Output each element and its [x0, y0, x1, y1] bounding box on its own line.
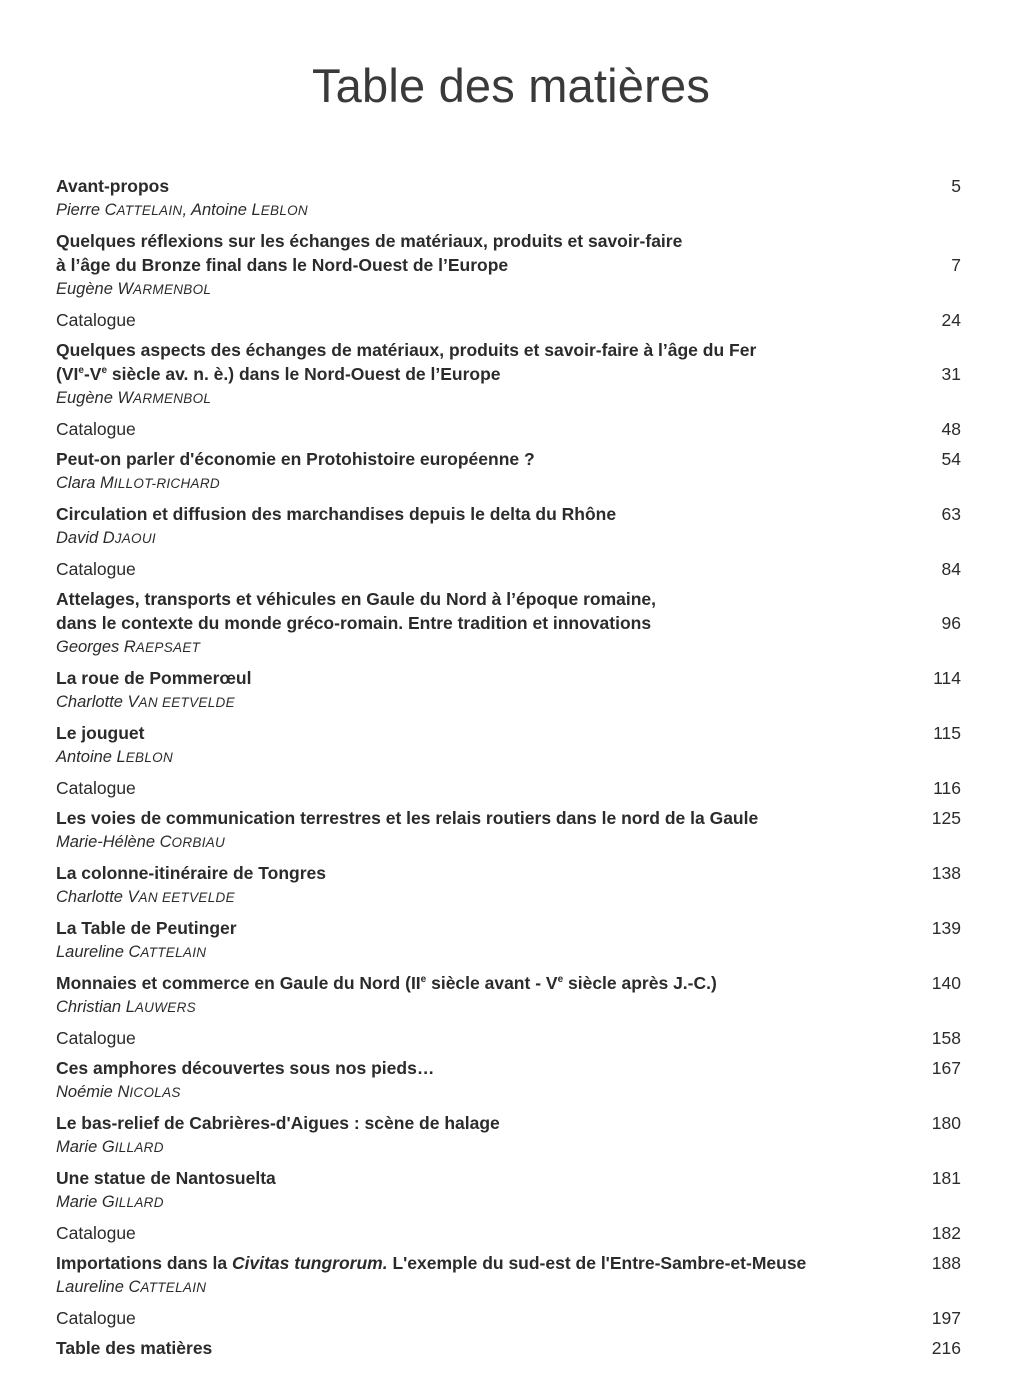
- toc-entry-author: Marie GILLARD: [56, 1138, 164, 1156]
- toc-entry-page: 180: [931, 1113, 961, 1133]
- toc-entry-author: Clara MILLOT-RICHARD: [56, 474, 220, 492]
- toc-entry-author: Antoine LEBLON: [56, 748, 174, 766]
- toc-entry-title: Catalogue: [56, 1028, 136, 1048]
- toc-entry-author: Eugène WARMENBOL: [56, 389, 212, 407]
- toc-entry-title-line-1: Quelques réflexions sur les échanges de matériaux, produits et savoir-faire: [56, 231, 683, 251]
- toc-entry-text: [56, 1056, 911, 1105]
- toc-entry-text: [56, 1306, 911, 1330]
- toc-entry-page: 24: [941, 310, 961, 330]
- toc-entry-text: [56, 1026, 911, 1050]
- toc-entry[interactable]: [56, 1306, 961, 1330]
- toc-entry-page: 115: [933, 723, 961, 743]
- toc-entry-title: Les voies de communication terrestres et les relais routiers dans le nord de la Gaule: [56, 808, 759, 828]
- table-of-contents: [56, 174, 961, 1366]
- toc-entry-page: 96: [941, 613, 961, 633]
- toc-entry-title: Importations dans la Civitas tungrorum. L'exemple du sud-est de l'Entre-Sambre-et-Meuse: [56, 1253, 807, 1273]
- toc-entry-text: [56, 806, 911, 855]
- toc-entry-text: [56, 229, 911, 302]
- toc-entry-text: [56, 447, 911, 496]
- toc-entry[interactable]: [56, 1336, 961, 1360]
- toc-entry-title-line-2: (VIe-Ve siècle av. n. è.) dans le Nord-Ouest de l’Europe: [56, 364, 501, 384]
- toc-entry-author: David DJAOUI: [56, 529, 156, 547]
- toc-entry-page: 114: [933, 668, 961, 688]
- toc-entry[interactable]: [56, 861, 961, 910]
- toc-entry-page: 54: [941, 449, 961, 469]
- toc-entry-title: Catalogue: [56, 1223, 136, 1243]
- toc-entry[interactable]: [56, 502, 961, 551]
- toc-entry-title: Catalogue: [56, 1308, 136, 1328]
- toc-entry-author: Christian LAUWERS: [56, 998, 196, 1016]
- toc-entry-page: 63: [941, 504, 961, 524]
- toc-entry[interactable]: [56, 916, 961, 965]
- toc-entry-title-line-2: dans le contexte du monde gréco-romain. Entre tradition et innovations: [56, 613, 652, 633]
- toc-entry-title: Avant-propos: [56, 176, 170, 196]
- toc-entry[interactable]: [56, 1026, 961, 1050]
- toc-entry-author: Marie-Hélène CORBIAU: [56, 833, 226, 851]
- toc-entry-title: Catalogue: [56, 559, 136, 579]
- toc-entry[interactable]: [56, 587, 961, 660]
- page-title: Table des matières: [311, 59, 711, 112]
- toc-entry-title: La roue de Pommerœul: [56, 668, 252, 688]
- toc-entry-text: [56, 1251, 911, 1300]
- toc-entry[interactable]: [56, 174, 961, 223]
- toc-entry[interactable]: [56, 1221, 961, 1245]
- toc-entry-title: Catalogue: [56, 778, 136, 798]
- toc-entry-page: 139: [931, 918, 961, 938]
- toc-entry-page: 197: [931, 1308, 961, 1328]
- toc-entry-page: 181: [931, 1168, 961, 1188]
- toc-entry-text: [56, 916, 911, 965]
- toc-entry[interactable]: [56, 1251, 961, 1300]
- toc-entry[interactable]: [56, 1111, 961, 1160]
- toc-entry-page: 48: [941, 419, 961, 439]
- toc-entry-text: [56, 1166, 911, 1215]
- toc-entry-text: [56, 1111, 911, 1160]
- toc-entry-title: Ces amphores découvertes sous nos pieds…: [56, 1058, 435, 1078]
- toc-entry-page: 125: [931, 808, 961, 828]
- toc-entry-page: 116: [933, 778, 961, 798]
- toc-entry-text: [56, 971, 911, 1020]
- toc-entry-page: 5: [951, 176, 961, 196]
- toc-entry-author: Eugène WARMENBOL: [56, 280, 212, 298]
- toc-entry[interactable]: [56, 447, 961, 496]
- toc-entry-title-line-1: Attelages, transports et véhicules en Gaule du Nord à l’époque romaine,: [56, 589, 657, 609]
- toc-entry-text: [56, 308, 911, 332]
- toc-entry-title: Catalogue: [56, 310, 136, 330]
- toc-entry-title: Le jouguet: [56, 723, 145, 743]
- toc-entry-page: 188: [931, 1253, 961, 1273]
- toc-entry-text: [56, 174, 911, 223]
- toc-entry-text: [56, 417, 911, 441]
- toc-entry[interactable]: [56, 338, 961, 411]
- toc-entry[interactable]: [56, 1166, 961, 1215]
- toc-entry-title: Catalogue: [56, 419, 136, 439]
- toc-entry-text: [56, 861, 911, 910]
- toc-entry-title-line-1: Quelques aspects des échanges de matériaux, produits et savoir-faire à l’âge du Fer: [56, 340, 757, 360]
- toc-entry-author: Charlotte VAN EETVELDE: [56, 693, 235, 711]
- toc-entry-text: [56, 1336, 911, 1360]
- toc-entry-author: Noémie NICOLAS: [56, 1083, 181, 1101]
- toc-entry-page: 138: [931, 863, 961, 883]
- toc-entry[interactable]: [56, 308, 961, 332]
- toc-entry-text: [56, 557, 911, 581]
- toc-entry[interactable]: [56, 557, 961, 581]
- toc-entry-title: Monnaies et commerce en Gaule du Nord (IIe siècle avant - Ve siècle après J.-C.): [56, 973, 717, 993]
- toc-entry[interactable]: [56, 666, 961, 715]
- toc-entry-title: Peut-on parler d'économie en Protohistoire européenne ?: [56, 449, 535, 469]
- toc-entry-page: 7: [951, 255, 961, 275]
- toc-entry-text: [56, 587, 911, 660]
- toc-entry-page: 84: [941, 559, 961, 579]
- toc-entry-author: Laureline CATTELAIN: [56, 1278, 207, 1296]
- toc-entry-text: [56, 338, 911, 411]
- toc-entry[interactable]: [56, 229, 961, 302]
- toc-entry-title-line-2: à l’âge du Bronze final dans le Nord-Ouest de l’Europe: [56, 255, 509, 275]
- toc-entry-author: Pierre CATTELAIN, Antoine LEBLON: [56, 201, 308, 219]
- toc-entry-title: Circulation et diffusion des marchandises depuis le delta du Rhône: [56, 504, 617, 524]
- toc-entry-author: Marie GILLARD: [56, 1193, 164, 1211]
- toc-entry[interactable]: [56, 1056, 961, 1105]
- toc-entry[interactable]: [56, 417, 961, 441]
- toc-entry-page: 140: [931, 973, 961, 993]
- toc-entry-page: 31: [941, 364, 961, 384]
- toc-entry-text: [56, 666, 911, 715]
- toc-entry[interactable]: [56, 721, 961, 770]
- toc-entry[interactable]: [56, 806, 961, 855]
- toc-entry[interactable]: [56, 776, 961, 800]
- toc-entry-author: Georges RAEPSAET: [56, 638, 201, 656]
- toc-entry-page: 182: [931, 1223, 961, 1243]
- toc-entry-title: La Table de Peutinger: [56, 918, 237, 938]
- toc-entry-author: Charlotte VAN EETVELDE: [56, 888, 235, 906]
- toc-entry-page: 216: [931, 1338, 961, 1358]
- toc-entry-page: 158: [931, 1028, 961, 1048]
- toc-entry[interactable]: [56, 971, 961, 1020]
- toc-entry-text: [56, 502, 911, 551]
- toc-entry-page: 167: [931, 1058, 961, 1078]
- toc-entry-title: Table des matières: [56, 1338, 213, 1358]
- toc-entry-text: [56, 721, 911, 770]
- toc-entry-title: Une statue de Nantosuelta: [56, 1168, 276, 1188]
- toc-entry-text: [56, 1221, 911, 1245]
- toc-entry-title: La colonne-itinéraire de Tongres: [56, 863, 327, 883]
- toc-entry-title: Le bas-relief de Cabrières-d'Aigues : scène de halage: [56, 1113, 500, 1133]
- toc-entry-text: [56, 776, 911, 800]
- toc-entry-author: Laureline CATTELAIN: [56, 943, 207, 961]
